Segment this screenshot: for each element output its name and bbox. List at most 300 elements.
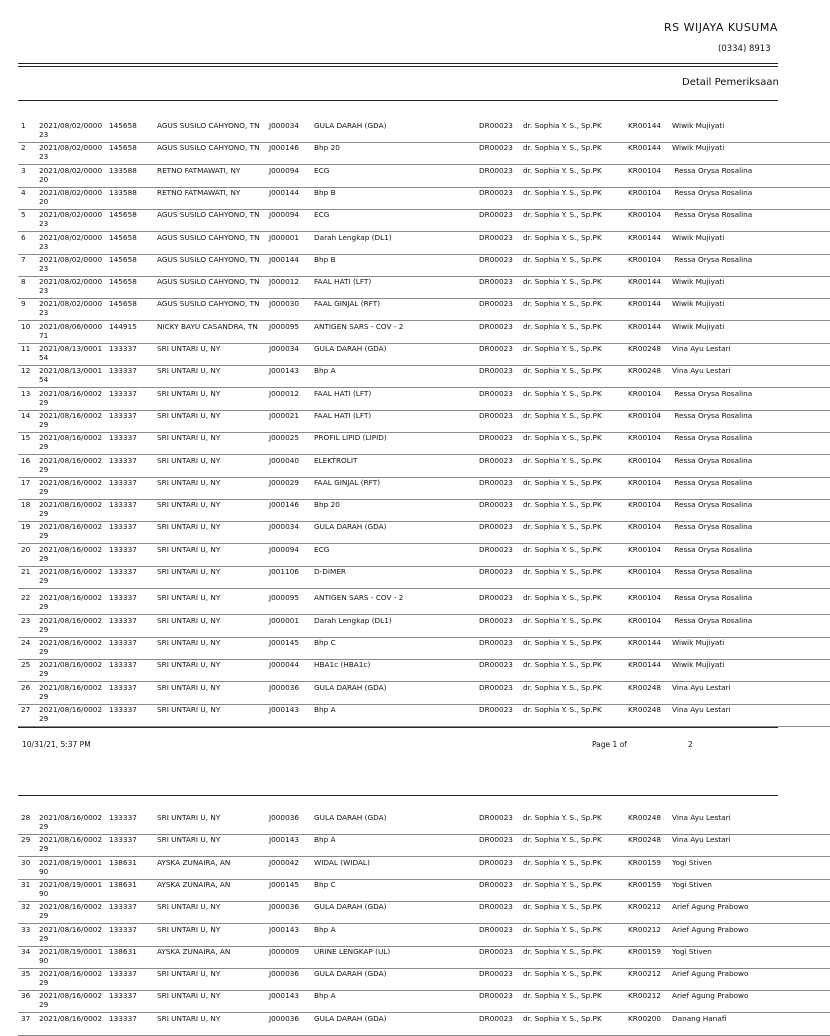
exam-name: FAAL HATI (LFT): [314, 388, 372, 398]
staff-name: Vina Ayu Lestari: [672, 835, 731, 845]
staff-name: Ressa Orysa Rosalina: [672, 500, 753, 510]
staff-code: KR00248: [628, 682, 662, 692]
exam-code: J000040: [269, 455, 300, 465]
patient-name: SRI UNTARI U, NY: [157, 388, 221, 398]
hospital-name: RS WIJAYA KUSUMA: [664, 21, 778, 34]
staff-name: Ressa Orysa Rosalina: [672, 522, 753, 532]
doctor-code: DR00023: [479, 544, 513, 554]
patient-name: SRI UNTARI U, NY: [157, 1013, 221, 1023]
medical-record-number: 133337: [109, 813, 137, 822]
staff-code: KR00144: [628, 321, 662, 331]
row-number: 1: [21, 121, 26, 130]
staff-name: Ressa Orysa Rosalina: [672, 165, 753, 175]
staff-name: Yogi Stiven: [672, 879, 712, 889]
exam-code: J000012: [269, 277, 300, 287]
staff-code: KR00104: [628, 254, 662, 264]
patient-name: SRI UNTARI U, NY: [157, 433, 221, 443]
patient-name: AGUS SUSILO CAHYONO, TN: [157, 143, 260, 153]
exam-name: Bhp A: [314, 835, 336, 845]
table-row: [0, 433, 790, 455]
invoice-number: 2021/08/16/0002 29: [39, 615, 103, 634]
row-number: 6: [21, 232, 26, 242]
doctor-name: dr. Sophia Y. S., Sp.PK: [523, 857, 602, 867]
medical-record-number: 145658: [109, 299, 137, 309]
medical-record-number: 133337: [109, 455, 137, 465]
doctor-name: dr. Sophia Y. S., Sp.PK: [523, 1013, 602, 1023]
staff-name: Ressa Orysa Rosalina: [672, 477, 753, 487]
staff-name: Wiwik Mujiyati: [672, 321, 725, 331]
doctor-name: dr. Sophia Y. S., Sp.PK: [523, 522, 602, 532]
medical-record-number: 133337: [109, 704, 137, 714]
staff-code: KR00144: [628, 637, 662, 647]
row-number: 27: [21, 704, 31, 714]
exam-name: D-DIMER: [314, 567, 346, 576]
staff-name: Ressa Orysa Rosalina: [672, 455, 753, 465]
exam-name: GULA DARAH (GDA): [314, 522, 387, 532]
doctor-name: dr. Sophia Y. S., Sp.PK: [523, 704, 602, 714]
doctor-name: dr. Sophia Y. S., Sp.PK: [523, 121, 602, 130]
patient-name: SRI UNTARI U, NY: [157, 344, 221, 353]
row-number: 5: [21, 210, 26, 220]
exam-name: Bhp A: [314, 704, 336, 714]
exam-name: Bhp C: [314, 637, 336, 647]
exam-code: J000144: [269, 187, 300, 197]
exam-code: J000025: [269, 433, 300, 443]
patient-name: AYSKA ZUNAIRA, AN: [157, 879, 231, 889]
exam-code: J000030: [269, 299, 300, 309]
medical-record-number: 133337: [109, 544, 137, 554]
row-number: 9: [21, 299, 26, 309]
doctor-code: DR00023: [479, 232, 513, 242]
patient-name: SRI UNTARI U, NY: [157, 637, 221, 647]
doctor-code: DR00023: [479, 637, 513, 647]
report-subtitle: Detail Pemeriksaan: [682, 77, 779, 88]
table-row: [0, 880, 790, 902]
doctor-code: DR00023: [479, 567, 513, 576]
invoice-number: 2021/08/16/0002 29: [39, 902, 103, 921]
doctor-name: dr. Sophia Y. S., Sp.PK: [523, 277, 602, 287]
staff-code: KR00248: [628, 704, 662, 714]
doctor-name: dr. Sophia Y. S., Sp.PK: [523, 615, 602, 625]
staff-code: KR00248: [628, 813, 662, 822]
doctor-code: DR00023: [479, 902, 513, 912]
doctor-code: DR00023: [479, 321, 513, 331]
staff-code: KR00212: [628, 924, 662, 934]
invoice-number: 2021/08/16/0002 29: [39, 567, 103, 585]
staff-name: Wiwik Mujiyati: [672, 277, 725, 287]
doctor-code: DR00023: [479, 924, 513, 934]
medical-record-number: 133337: [109, 567, 137, 576]
medical-record-number: 145658: [109, 210, 137, 220]
doctor-name: dr. Sophia Y. S., Sp.PK: [523, 946, 602, 956]
medical-record-number: 144915: [109, 321, 137, 331]
staff-name: Ressa Orysa Rosalina: [672, 593, 753, 603]
table-row: [0, 991, 790, 1013]
medical-record-number: 145658: [109, 143, 137, 153]
doctor-code: DR00023: [479, 299, 513, 309]
exam-name: ECG: [314, 544, 330, 554]
medical-record-number: 145658: [109, 121, 137, 130]
row-number: 21: [21, 567, 31, 576]
table-row: [0, 233, 790, 255]
invoice-number: 2021/08/02/0000 23: [39, 299, 103, 318]
page-total: 2: [688, 740, 693, 749]
doctor-name: dr. Sophia Y. S., Sp.PK: [523, 410, 602, 420]
doctor-name: dr. Sophia Y. S., Sp.PK: [523, 210, 602, 220]
exam-code: J001106: [269, 567, 300, 576]
staff-name: Arief Agung Prabowo: [672, 902, 749, 912]
staff-name: Ressa Orysa Rosalina: [672, 254, 753, 264]
table-row: [0, 366, 790, 388]
exam-name: Bhp C: [314, 879, 336, 889]
staff-code: KR00104: [628, 410, 662, 420]
patient-name: SRI UNTARI U, NY: [157, 522, 221, 532]
doctor-code: DR00023: [479, 704, 513, 714]
medical-record-number: 145658: [109, 254, 137, 264]
invoice-number: 2021/08/16/0002 29: [39, 433, 103, 452]
patient-name: SRI UNTARI U, NY: [157, 660, 221, 670]
doctor-name: dr. Sophia Y. S., Sp.PK: [523, 299, 602, 309]
exam-code: J000145: [269, 637, 300, 647]
exam-name: Bhp A: [314, 991, 336, 1001]
row-number: 14: [21, 410, 31, 420]
exam-code: J000009: [269, 946, 300, 956]
doctor-name: dr. Sophia Y. S., Sp.PK: [523, 969, 602, 979]
table-row: [0, 166, 790, 188]
patient-name: SRI UNTARI U, NY: [157, 682, 221, 692]
page1-bottom-divider: [18, 727, 778, 728]
staff-code: KR00104: [628, 544, 662, 554]
exam-name: ECG: [314, 210, 330, 220]
doctor-name: dr. Sophia Y. S., Sp.PK: [523, 388, 602, 398]
row-number: 31: [21, 879, 31, 889]
doctor-code: DR00023: [479, 660, 513, 670]
medical-record-number: 133588: [109, 187, 137, 197]
invoice-number: 2021/08/06/0000 71: [39, 321, 103, 340]
staff-code: KR00144: [628, 277, 662, 287]
row-number: 36: [21, 991, 31, 1001]
exam-code: J000095: [269, 593, 300, 603]
patient-name: NICKY BAYU CASANDRA, TN: [157, 321, 258, 331]
doctor-name: dr. Sophia Y. S., Sp.PK: [523, 991, 602, 1001]
medical-record-number: 133337: [109, 991, 137, 1001]
doctor-name: dr. Sophia Y. S., Sp.PK: [523, 593, 602, 603]
medical-record-number: 133337: [109, 1013, 137, 1023]
doctor-code: DR00023: [479, 969, 513, 979]
exam-code: J000143: [269, 991, 300, 1001]
page2-top-divider: [18, 795, 778, 796]
table-row: [0, 593, 790, 615]
staff-code: KR00159: [628, 857, 662, 867]
invoice-number: 2021/08/16/0002 29: [39, 455, 103, 474]
table-row: [0, 299, 790, 321]
staff-code: KR00104: [628, 593, 662, 603]
medical-record-number: 145658: [109, 277, 137, 287]
staff-code: KR00248: [628, 366, 662, 376]
row-number: 13: [21, 388, 31, 398]
row-number: 15: [21, 433, 31, 443]
staff-code: KR00104: [628, 165, 662, 175]
medical-record-number: 133337: [109, 969, 137, 979]
patient-name: AGUS SUSILO CAHYONO, TN: [157, 121, 260, 130]
table-row: [0, 858, 790, 880]
header-divider-bottom: [18, 100, 778, 101]
staff-name: Wiwik Mujiyati: [672, 121, 725, 130]
patient-name: SRI UNTARI U, NY: [157, 924, 221, 934]
medical-record-number: 133337: [109, 835, 137, 845]
patient-name: SRI UNTARI U, NY: [157, 813, 221, 822]
doctor-name: dr. Sophia Y. S., Sp.PK: [523, 321, 602, 331]
table-row: [0, 567, 790, 589]
staff-name: Vina Ayu Lestari: [672, 366, 731, 376]
invoice-number: 2021/08/16/0002 29: [39, 477, 103, 496]
patient-name: SRI UNTARI U, NY: [157, 410, 221, 420]
staff-code: KR00248: [628, 344, 662, 353]
row-number: 3: [21, 165, 26, 175]
staff-code: KR00144: [628, 121, 662, 130]
invoice-number: 2021/08/16/0002 29: [39, 660, 103, 679]
invoice-number: 2021/08/19/0001 90: [39, 879, 103, 898]
staff-name: Vina Ayu Lestari: [672, 344, 731, 353]
staff-name: Ressa Orysa Rosalina: [672, 433, 753, 443]
row-number: 18: [21, 500, 31, 510]
staff-code: KR00104: [628, 187, 662, 197]
doctor-code: DR00023: [479, 366, 513, 376]
staff-name: Ressa Orysa Rosalina: [672, 187, 753, 197]
doctor-name: dr. Sophia Y. S., Sp.PK: [523, 143, 602, 153]
table-row: [0, 835, 790, 857]
patient-name: SRI UNTARI U, NY: [157, 500, 221, 510]
staff-name: Wiwik Mujiyati: [672, 299, 725, 309]
exam-name: GULA DARAH (GDA): [314, 1013, 387, 1023]
row-number: 29: [21, 835, 31, 845]
exam-code: J000042: [269, 857, 300, 867]
exam-name: FAAL HATI (LFT): [314, 410, 372, 420]
row-number: 32: [21, 902, 31, 912]
patient-name: SRI UNTARI U, NY: [157, 593, 221, 603]
table-row: [0, 902, 790, 924]
table-row: [0, 683, 790, 705]
staff-name: Yogi Stiven: [672, 946, 712, 956]
exam-code: J000145: [269, 879, 300, 889]
invoice-number: 2021/08/16/0002 29: [39, 410, 103, 429]
patient-name: SRI UNTARI U, NY: [157, 835, 221, 845]
row-number: 33: [21, 924, 31, 934]
row-number: 4: [21, 187, 26, 197]
staff-name: Ressa Orysa Rosalina: [672, 615, 753, 625]
patient-name: SRI UNTARI U, NY: [157, 567, 221, 576]
row-number: 34: [21, 946, 31, 956]
exam-code: J000036: [269, 682, 300, 692]
doctor-name: dr. Sophia Y. S., Sp.PK: [523, 455, 602, 465]
row-number: 19: [21, 522, 31, 532]
medical-record-number: 133337: [109, 593, 137, 603]
doctor-code: DR00023: [479, 522, 513, 532]
exam-name: Bhp A: [314, 366, 336, 376]
doctor-code: DR00023: [479, 277, 513, 287]
staff-name: Wiwik Mujiyati: [672, 660, 725, 670]
patient-name: AYSKA ZUNAIRA, AN: [157, 857, 231, 867]
exam-code: J000036: [269, 1013, 300, 1023]
staff-code: KR00104: [628, 615, 662, 625]
exam-name: URINE LENGKAP (UL): [314, 946, 391, 956]
exam-code: J000094: [269, 544, 300, 554]
exam-name: FAAL GINJAL (RFT): [314, 477, 381, 487]
staff-code: KR00212: [628, 969, 662, 979]
row-number: 30: [21, 857, 31, 867]
row-number: 22: [21, 593, 31, 603]
table-row: [0, 322, 790, 344]
staff-code: KR00104: [628, 433, 662, 443]
exam-name: ELEKTROLIT: [314, 455, 358, 465]
doctor-name: dr. Sophia Y. S., Sp.PK: [523, 165, 602, 175]
doctor-code: DR00023: [479, 1013, 513, 1023]
table-row: [0, 478, 790, 500]
staff-code: KR00144: [628, 660, 662, 670]
exam-code: J000036: [269, 902, 300, 912]
table-row: [0, 255, 790, 277]
medical-record-number: 133337: [109, 682, 137, 692]
doctor-name: dr. Sophia Y. S., Sp.PK: [523, 500, 602, 510]
table-row: [0, 1014, 790, 1036]
table-row: [0, 500, 790, 522]
staff-code: KR00159: [628, 879, 662, 889]
exam-name: Bhp A: [314, 924, 336, 934]
patient-name: SRI UNTARI U, NY: [157, 477, 221, 487]
table-row: [0, 522, 790, 544]
exam-code: J000146: [269, 143, 300, 153]
staff-code: KR00104: [628, 455, 662, 465]
exam-name: GULA DARAH (GDA): [314, 121, 387, 130]
exam-name: Darah Lengkap (DL1): [314, 232, 392, 242]
exam-code: J000094: [269, 210, 300, 220]
doctor-name: dr. Sophia Y. S., Sp.PK: [523, 344, 602, 353]
medical-record-number: 133588: [109, 165, 137, 175]
invoice-number: 2021/08/02/0000 23: [39, 254, 103, 273]
patient-name: AGUS SUSILO CAHYONO, TN: [157, 299, 260, 309]
exam-name: Bhp B: [314, 254, 336, 264]
exam-code: J000034: [269, 121, 300, 130]
invoice-number: 2021/08/16/0002 29: [39, 704, 103, 723]
medical-record-number: 133337: [109, 615, 137, 625]
doctor-name: dr. Sophia Y. S., Sp.PK: [523, 813, 602, 822]
staff-name: Ressa Orysa Rosalina: [672, 210, 753, 220]
exam-name: FAAL HATI (LFT): [314, 277, 372, 287]
doctor-code: DR00023: [479, 946, 513, 956]
staff-name: Ressa Orysa Rosalina: [672, 544, 753, 554]
exam-name: Bhp 20: [314, 143, 340, 153]
row-number: 8: [21, 277, 26, 287]
doctor-code: DR00023: [479, 187, 513, 197]
medical-record-number: 138631: [109, 857, 137, 867]
exam-name: HBA1c (HBA1c): [314, 660, 371, 670]
exam-code: J000143: [269, 366, 300, 376]
doctor-code: DR00023: [479, 121, 513, 130]
doctor-code: DR00023: [479, 682, 513, 692]
staff-name: Yogi Stiven: [672, 857, 712, 867]
staff-code: KR00104: [628, 567, 662, 576]
doctor-code: DR00023: [479, 210, 513, 220]
row-number: 26: [21, 682, 31, 692]
row-number: 23: [21, 615, 31, 625]
exam-name: ANTIGEN SARS - COV - 2: [314, 593, 404, 603]
doctor-code: DR00023: [479, 433, 513, 443]
staff-code: KR00104: [628, 388, 662, 398]
table-row: [0, 188, 790, 210]
invoice-number: 2021/08/16/0002 29: [39, 682, 103, 701]
medical-record-number: 133337: [109, 522, 137, 532]
doctor-code: DR00023: [479, 879, 513, 889]
row-number: 37: [21, 1013, 31, 1023]
staff-name: Wiwik Mujiyati: [672, 143, 725, 153]
patient-name: AGUS SUSILO CAHYONO, TN: [157, 277, 260, 287]
doctor-name: dr. Sophia Y. S., Sp.PK: [523, 924, 602, 934]
staff-name: Wiwik Mujiyati: [672, 637, 725, 647]
staff-code: KR00159: [628, 946, 662, 956]
exam-code: J000143: [269, 704, 300, 714]
staff-name: Ressa Orysa Rosalina: [672, 388, 753, 398]
staff-name: Ressa Orysa Rosalina: [672, 567, 753, 576]
medical-record-number: 133337: [109, 344, 137, 353]
staff-code: KR00212: [628, 991, 662, 1001]
invoice-number: 2021/08/16/0002 29: [39, 637, 103, 656]
table-row: [0, 813, 790, 835]
row-number: 25: [21, 660, 31, 670]
medical-record-number: 133337: [109, 500, 137, 510]
staff-name: Ressa Orysa Rosalina: [672, 410, 753, 420]
staff-name: Arief Agung Prabowo: [672, 969, 749, 979]
doctor-name: dr. Sophia Y. S., Sp.PK: [523, 232, 602, 242]
doctor-name: dr. Sophia Y. S., Sp.PK: [523, 682, 602, 692]
staff-name: Vina Ayu Lestari: [672, 704, 731, 714]
exam-code: J000044: [269, 660, 300, 670]
invoice-number: 2021/08/02/0000 23: [39, 232, 103, 251]
staff-name: Vina Ayu Lestari: [672, 682, 731, 692]
invoice-number: 2021/08/16/0002 29: [39, 835, 103, 854]
table-row: [0, 210, 790, 232]
doctor-name: dr. Sophia Y. S., Sp.PK: [523, 835, 602, 845]
table-row: [0, 969, 790, 991]
exam-code: J000001: [269, 232, 300, 242]
exam-name: GULA DARAH (GDA): [314, 813, 387, 822]
doctor-name: dr. Sophia Y. S., Sp.PK: [523, 902, 602, 912]
medical-record-number: 145658: [109, 232, 137, 242]
staff-code: KR00144: [628, 143, 662, 153]
doctor-code: DR00023: [479, 143, 513, 153]
staff-name: Wiwik Mujiyati: [672, 232, 725, 242]
exam-name: WIDAL (WIDAL): [314, 857, 370, 867]
invoice-number: 2021/08/16/0002 29: [39, 924, 103, 943]
doctor-code: DR00023: [479, 254, 513, 264]
invoice-number: 2021/08/19/0001 90: [39, 857, 103, 876]
staff-code: KR00104: [628, 500, 662, 510]
exam-code: J000034: [269, 522, 300, 532]
doctor-code: DR00023: [479, 410, 513, 420]
exam-name: ANTIGEN SARS - COV - 2: [314, 321, 404, 331]
staff-name: Danang Hanafi: [672, 1013, 727, 1023]
patient-name: SRI UNTARI U, NY: [157, 615, 221, 625]
exam-code: J000036: [269, 969, 300, 979]
exam-code: J000036: [269, 813, 300, 822]
staff-name: Arief Agung Prabowo: [672, 924, 749, 934]
doctor-code: DR00023: [479, 991, 513, 1001]
doctor-code: DR00023: [479, 615, 513, 625]
doctor-code: DR00023: [479, 835, 513, 845]
exam-name: GULA DARAH (GDA): [314, 902, 387, 912]
staff-name: Vina Ayu Lestari: [672, 813, 731, 822]
doctor-name: dr. Sophia Y. S., Sp.PK: [523, 879, 602, 889]
exam-name: GULA DARAH (GDA): [314, 344, 387, 353]
